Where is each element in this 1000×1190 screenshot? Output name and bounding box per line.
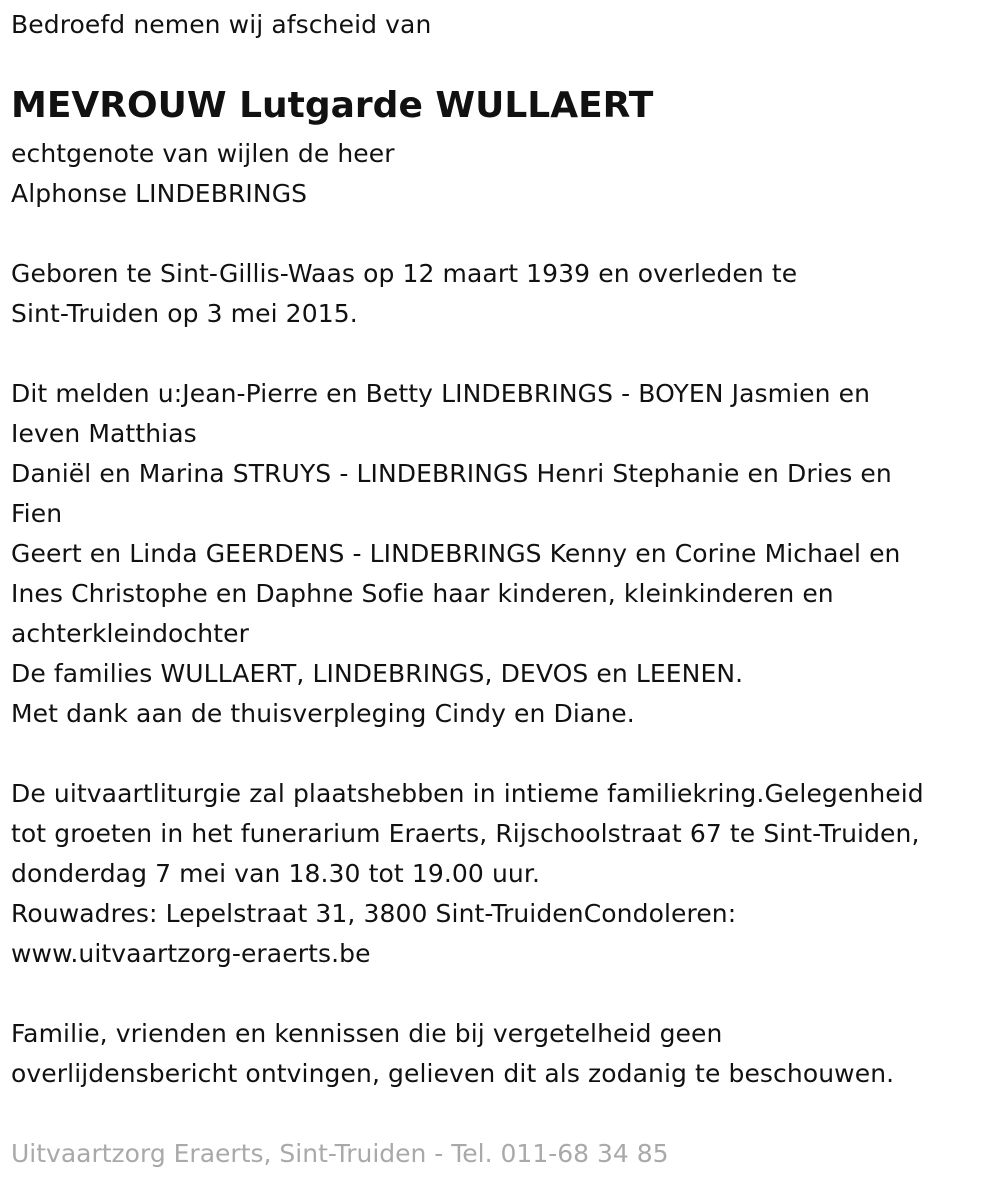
funeral-info-line: tot groeten in het funerarium Eraerts, Rijschoolstraat 67 te Sint-Truiden, bbox=[11, 819, 920, 848]
announcer-line: Fien bbox=[11, 499, 63, 528]
closing-note-line: Familie, vrienden en kennissen die bij vergetelheid geen bbox=[11, 1019, 723, 1048]
condolence-website: www.uitvaartzorg-eraerts.be bbox=[11, 939, 371, 968]
announcer-line: Geert en Linda GEERDENS - LINDEBRINGS Kenny en Corine Michael en bbox=[11, 539, 901, 568]
announcer-line: Met dank aan de thuisverpleging Cindy en Diane. bbox=[11, 699, 635, 728]
announcer-line: De families WULLAERT, LINDEBRINGS, DEVOS en LEENEN. bbox=[11, 659, 744, 688]
spouse-name: Alphonse LINDEBRINGS bbox=[11, 179, 308, 208]
undertaker-footer: Uitvaartzorg Eraerts, Sint-Truiden - Tel. 011-68 34 85 bbox=[11, 1139, 669, 1168]
funeral-info-line: donderdag 7 mei van 18.30 tot 19.00 uur. bbox=[11, 859, 540, 888]
deceased-name: MEVROUW Lutgarde WULLAERT bbox=[11, 85, 654, 126]
announcer-line: Ines Christophe en Daphne Sofie haar kinderen, kleinkinderen en bbox=[11, 579, 834, 608]
closing-note-line: overlijdensbericht ontvingen, gelieven dit als zodanig te beschouwen. bbox=[11, 1059, 895, 1088]
birth-death-line: Sint-Truiden op 3 mei 2015. bbox=[11, 299, 358, 328]
announcer-line: achterkleindochter bbox=[11, 619, 249, 648]
birth-death-section bbox=[11, 254, 797, 334]
spouse-section bbox=[11, 134, 395, 214]
announcers-section bbox=[11, 374, 901, 734]
announcer-line: Dit melden u:Jean-Pierre en Betty LINDEBRINGS - BOYEN Jasmien en bbox=[11, 379, 871, 408]
funeral-info-section bbox=[11, 774, 924, 974]
closing-note-section bbox=[11, 1014, 894, 1094]
funeral-info-line: Rouwadres: Lepelstraat 31, 3800 Sint-TruidenCondoleren: bbox=[11, 899, 737, 928]
announcer-line: Ieven Matthias bbox=[11, 419, 197, 448]
announcer-line: Daniël en Marina STRUYS - LINDEBRINGS Henri Stephanie en Dries en bbox=[11, 459, 892, 488]
funeral-info-line: De uitvaartliturgie zal plaatshebben in intieme familiekring.Gelegenheid bbox=[11, 779, 924, 808]
birth-death-line: Geboren te Sint-Gillis-Waas op 12 maart 1939 en overleden te bbox=[11, 259, 798, 288]
intro-text: Bedroefd nemen wij afscheid van bbox=[11, 10, 432, 39]
spouse-line: echtgenote van wijlen de heer bbox=[11, 139, 395, 168]
